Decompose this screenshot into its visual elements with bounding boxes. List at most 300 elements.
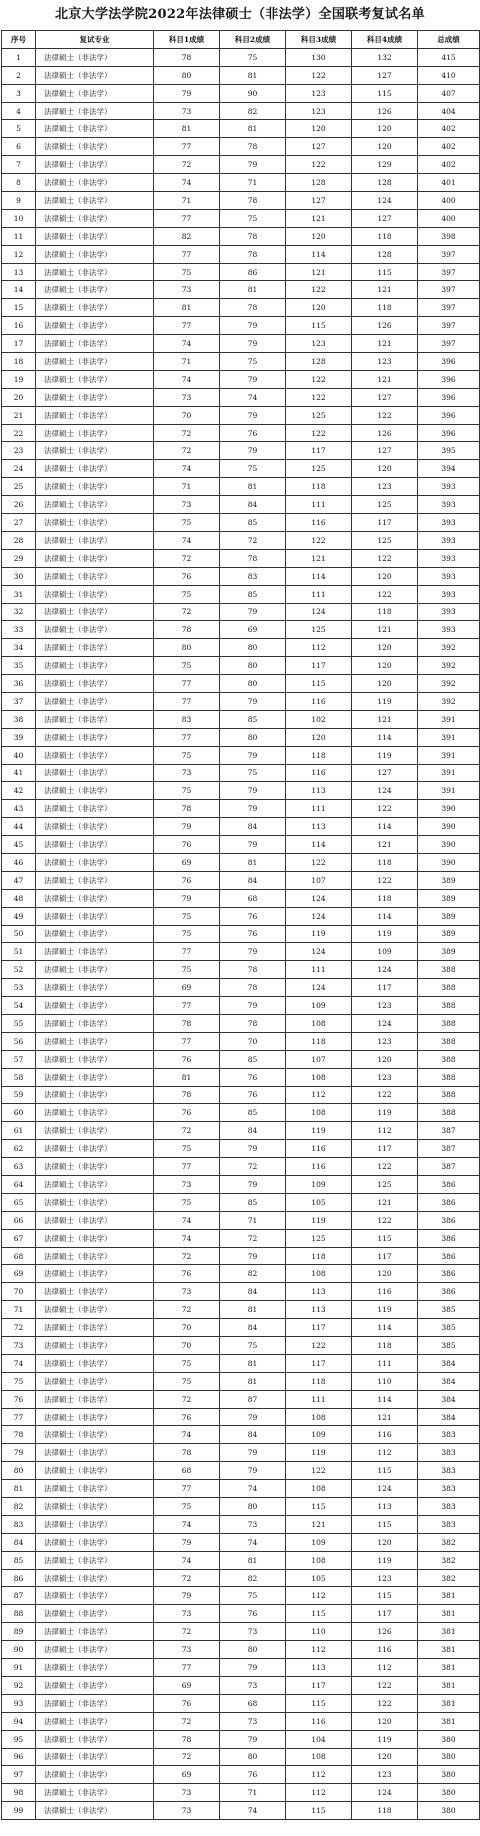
cell-total: 392 — [418, 675, 480, 693]
table-row — [2, 424, 480, 442]
table-row — [2, 406, 480, 424]
cell-index: 36 — [2, 675, 36, 693]
cell-subject4: 120 — [352, 567, 418, 585]
cell-subject3: 108 — [286, 1480, 352, 1498]
cell-total: 383 — [418, 1515, 480, 1533]
cell-subject1: 78 — [154, 48, 220, 66]
cell-subject4: 119 — [352, 1730, 418, 1748]
cell-index: 4 — [2, 102, 36, 120]
cell-major: 法律硕士（非法学） — [36, 800, 154, 818]
cell-subject2: 79 — [220, 370, 286, 388]
cell-index: 22 — [2, 424, 36, 442]
cell-subject1: 82 — [154, 227, 220, 245]
cell-index: 39 — [2, 728, 36, 746]
cell-major: 法律硕士（非法学） — [36, 317, 154, 335]
table-row — [2, 1623, 480, 1641]
cell-subject4: 120 — [352, 1748, 418, 1766]
cell-subject3: 119 — [286, 1211, 352, 1229]
cell-subject3: 119 — [286, 1122, 352, 1140]
cell-subject3: 123 — [286, 84, 352, 102]
table-row — [2, 156, 480, 174]
cell-total: 396 — [418, 353, 480, 371]
cell-subject3: 124 — [286, 943, 352, 961]
cell-index: 68 — [2, 1247, 36, 1265]
cell-subject1: 70 — [154, 1337, 220, 1355]
cell-major: 法律硕士（非法学） — [36, 1766, 154, 1784]
cell-subject2: 84 — [220, 871, 286, 889]
cell-major: 法律硕士（非法学） — [36, 1068, 154, 1086]
cell-subject2: 79 — [220, 997, 286, 1015]
cell-subject2: 85 — [220, 1050, 286, 1068]
table-row — [2, 728, 480, 746]
cell-total: 392 — [418, 639, 480, 657]
cell-subject1: 73 — [154, 102, 220, 120]
cell-subject1: 72 — [154, 1301, 220, 1319]
cell-subject1: 75 — [154, 657, 220, 675]
cell-total: 380 — [418, 1766, 480, 1784]
cell-major: 法律硕士（非法学） — [36, 1408, 154, 1426]
cell-index: 88 — [2, 1605, 36, 1623]
cell-index: 70 — [2, 1283, 36, 1301]
cell-index: 3 — [2, 84, 36, 102]
cell-subject1: 76 — [154, 1408, 220, 1426]
table-row — [2, 907, 480, 925]
cell-subject4: 124 — [352, 782, 418, 800]
cell-subject3: 113 — [286, 818, 352, 836]
cell-subject2: 72 — [220, 1158, 286, 1176]
cell-subject3: 111 — [286, 585, 352, 603]
cell-subject1: 72 — [154, 603, 220, 621]
cell-major: 法律硕士（非法学） — [36, 1014, 154, 1032]
cell-subject3: 124 — [286, 979, 352, 997]
cell-subject4: 124 — [352, 192, 418, 210]
cell-subject3: 122 — [286, 424, 352, 442]
cell-total: 396 — [418, 370, 480, 388]
table-row — [2, 853, 480, 871]
cell-subject3: 108 — [286, 1104, 352, 1122]
cell-subject1: 69 — [154, 853, 220, 871]
cell-index: 62 — [2, 1140, 36, 1158]
cell-subject4: 121 — [352, 836, 418, 854]
cell-subject1: 77 — [154, 943, 220, 961]
table-row — [2, 1390, 480, 1408]
cell-index: 42 — [2, 782, 36, 800]
cell-major: 法律硕士（非法学） — [36, 263, 154, 281]
cell-subject3: 121 — [286, 209, 352, 227]
cell-subject1: 78 — [154, 1444, 220, 1462]
cell-subject4: 122 — [352, 1211, 418, 1229]
cell-index: 11 — [2, 227, 36, 245]
cell-subject4: 116 — [352, 1283, 418, 1301]
cell-subject2: 72 — [220, 531, 286, 549]
cell-total: 384 — [418, 1390, 480, 1408]
header-index: 序号 — [2, 31, 36, 49]
cell-subject3: 122 — [286, 66, 352, 84]
table-row — [2, 1784, 480, 1802]
cell-subject3: 122 — [286, 281, 352, 299]
table-row — [2, 1659, 480, 1677]
cell-total: 383 — [418, 1444, 480, 1462]
cell-subject4: 121 — [352, 621, 418, 639]
cell-subject4: 123 — [352, 353, 418, 371]
cell-subject1: 76 — [154, 836, 220, 854]
cell-total: 388 — [418, 1050, 480, 1068]
table-row — [2, 174, 480, 192]
cell-total: 388 — [418, 1032, 480, 1050]
cell-subject3: 118 — [286, 1032, 352, 1050]
cell-index: 48 — [2, 889, 36, 907]
cell-subject2: 84 — [220, 818, 286, 836]
table-row — [2, 1694, 480, 1712]
table-row — [2, 1569, 480, 1587]
cell-subject1: 76 — [154, 1050, 220, 1068]
table-row — [2, 1551, 480, 1569]
table-row — [2, 209, 480, 227]
cell-index: 61 — [2, 1122, 36, 1140]
cell-major: 法律硕士（非法学） — [36, 1587, 154, 1605]
cell-subject2: 79 — [220, 406, 286, 424]
table-row — [2, 1086, 480, 1104]
cell-index: 23 — [2, 442, 36, 460]
cell-index: 58 — [2, 1068, 36, 1086]
cell-index: 85 — [2, 1551, 36, 1569]
cell-index: 69 — [2, 1265, 36, 1283]
cell-major: 法律硕士（非法学） — [36, 853, 154, 871]
cell-major: 法律硕士（非法学） — [36, 1623, 154, 1641]
cell-subject3: 116 — [286, 1140, 352, 1158]
cell-subject3: 112 — [286, 1086, 352, 1104]
cell-subject2: 90 — [220, 84, 286, 102]
cell-major: 法律硕士（非法学） — [36, 1158, 154, 1176]
table-row — [2, 603, 480, 621]
cell-subject2: 76 — [220, 424, 286, 442]
cell-total: 380 — [418, 1802, 480, 1820]
cell-subject1: 72 — [154, 1748, 220, 1766]
cell-subject4: 122 — [352, 1694, 418, 1712]
cell-total: 381 — [418, 1623, 480, 1641]
cell-major: 法律硕士（非法学） — [36, 1533, 154, 1551]
cell-index: 57 — [2, 1050, 36, 1068]
cell-subject1: 78 — [154, 621, 220, 639]
cell-index: 1 — [2, 48, 36, 66]
cell-subject2: 76 — [220, 1766, 286, 1784]
cell-subject1: 70 — [154, 406, 220, 424]
cell-subject2: 80 — [220, 1498, 286, 1516]
cell-subject1: 71 — [154, 192, 220, 210]
cell-subject3: 118 — [286, 746, 352, 764]
cell-total: 381 — [418, 1641, 480, 1659]
cell-total: 386 — [418, 1193, 480, 1211]
table-row — [2, 353, 480, 371]
cell-subject3: 118 — [286, 1372, 352, 1390]
cell-major: 法律硕士（非法学） — [36, 1605, 154, 1623]
cell-major: 法律硕士（非法学） — [36, 1551, 154, 1569]
cell-subject4: 120 — [352, 657, 418, 675]
cell-total: 391 — [418, 728, 480, 746]
cell-index: 56 — [2, 1032, 36, 1050]
cell-subject1: 75 — [154, 585, 220, 603]
cell-subject3: 116 — [286, 1158, 352, 1176]
cell-index: 73 — [2, 1337, 36, 1355]
cell-subject2: 78 — [220, 299, 286, 317]
cell-subject1: 69 — [154, 1766, 220, 1784]
cell-subject4: 117 — [352, 1605, 418, 1623]
cell-subject2: 81 — [220, 1372, 286, 1390]
cell-subject2: 85 — [220, 514, 286, 532]
cell-subject1: 74 — [154, 1551, 220, 1569]
cell-major: 法律硕士（非法学） — [36, 1086, 154, 1104]
table-row — [2, 1766, 480, 1784]
cell-subject1: 72 — [154, 1390, 220, 1408]
cell-total: 387 — [418, 1158, 480, 1176]
cell-subject2: 80 — [220, 639, 286, 657]
cell-subject3: 117 — [286, 657, 352, 675]
cell-subject4: 112 — [352, 1122, 418, 1140]
cell-subject4: 119 — [352, 925, 418, 943]
cell-subject3: 122 — [286, 1337, 352, 1355]
cell-index: 35 — [2, 657, 36, 675]
cell-total: 397 — [418, 245, 480, 263]
cell-subject3: 117 — [286, 442, 352, 460]
cell-subject3: 118 — [286, 1247, 352, 1265]
cell-subject3: 107 — [286, 871, 352, 889]
cell-major: 法律硕士（非法学） — [36, 1515, 154, 1533]
cell-total: 385 — [418, 1301, 480, 1319]
cell-subject4: 118 — [352, 603, 418, 621]
table-row — [2, 1426, 480, 1444]
cell-index: 7 — [2, 156, 36, 174]
cell-total: 415 — [418, 48, 480, 66]
cell-subject3: 108 — [286, 1014, 352, 1032]
cell-subject4: 115 — [352, 1229, 418, 1247]
table-row — [2, 102, 480, 120]
header-subject4: 科目4成绩 — [352, 31, 418, 49]
cell-subject3: 120 — [286, 728, 352, 746]
cell-index: 27 — [2, 514, 36, 532]
cell-subject3: 112 — [286, 639, 352, 657]
cell-major: 法律硕士（非法学） — [36, 102, 154, 120]
cell-major: 法律硕士（非法学） — [36, 1104, 154, 1122]
cell-subject3: 108 — [286, 1748, 352, 1766]
cell-total: 381 — [418, 1676, 480, 1694]
cell-subject1: 69 — [154, 1676, 220, 1694]
cell-major: 法律硕士（非法学） — [36, 460, 154, 478]
cell-subject2: 75 — [220, 460, 286, 478]
cell-index: 49 — [2, 907, 36, 925]
cell-subject3: 124 — [286, 907, 352, 925]
cell-total: 390 — [418, 853, 480, 871]
cell-major: 法律硕士（非法学） — [36, 710, 154, 728]
cell-subject1: 77 — [154, 997, 220, 1015]
cell-subject2: 79 — [220, 335, 286, 353]
cell-subject4: 122 — [352, 1676, 418, 1694]
cell-subject2: 79 — [220, 692, 286, 710]
cell-subject2: 75 — [220, 209, 286, 227]
cell-subject2: 75 — [220, 1587, 286, 1605]
table-row — [2, 692, 480, 710]
cell-index: 96 — [2, 1748, 36, 1766]
cell-subject1: 77 — [154, 1659, 220, 1677]
cell-subject1: 72 — [154, 424, 220, 442]
cell-index: 16 — [2, 317, 36, 335]
cell-subject4: 115 — [352, 1515, 418, 1533]
cell-major: 法律硕士（非法学） — [36, 1641, 154, 1659]
cell-subject2: 85 — [220, 585, 286, 603]
cell-subject2: 84 — [220, 1319, 286, 1337]
cell-subject3: 105 — [286, 1193, 352, 1211]
cell-subject1: 68 — [154, 1462, 220, 1480]
cell-subject3: 113 — [286, 782, 352, 800]
cell-total: 397 — [418, 281, 480, 299]
cell-index: 46 — [2, 853, 36, 871]
table-row — [2, 1265, 480, 1283]
cell-subject4: 115 — [352, 263, 418, 281]
cell-major: 法律硕士（非法学） — [36, 907, 154, 925]
table-row — [2, 961, 480, 979]
cell-subject1: 75 — [154, 514, 220, 532]
cell-subject1: 77 — [154, 245, 220, 263]
cell-subject1: 74 — [154, 370, 220, 388]
cell-subject2: 76 — [220, 1605, 286, 1623]
table-row — [2, 263, 480, 281]
cell-subject1: 72 — [154, 442, 220, 460]
cell-total: 392 — [418, 692, 480, 710]
cell-subject2: 79 — [220, 1462, 286, 1480]
cell-total: 386 — [418, 1176, 480, 1194]
table-row — [2, 1462, 480, 1480]
cell-subject2: 81 — [220, 120, 286, 138]
cell-major: 法律硕士（非法学） — [36, 979, 154, 997]
cell-subject4: 115 — [352, 84, 418, 102]
cell-major: 法律硕士（非法学） — [36, 1032, 154, 1050]
table-row — [2, 531, 480, 549]
cell-total: 396 — [418, 424, 480, 442]
cell-subject4: 120 — [352, 675, 418, 693]
table-row — [2, 478, 480, 496]
cell-subject2: 73 — [220, 1712, 286, 1730]
cell-subject3: 112 — [286, 1641, 352, 1659]
cell-major: 法律硕士（非法学） — [36, 478, 154, 496]
cell-subject4: 112 — [352, 1659, 418, 1677]
cell-subject4: 122 — [352, 1158, 418, 1176]
cell-subject1: 77 — [154, 317, 220, 335]
cell-index: 59 — [2, 1086, 36, 1104]
cell-total: 383 — [418, 1426, 480, 1444]
table-row — [2, 1408, 480, 1426]
cell-subject3: 104 — [286, 1730, 352, 1748]
header-subject2: 科目2成绩 — [220, 31, 286, 49]
cell-subject2: 76 — [220, 925, 286, 943]
cell-major: 法律硕士（非法学） — [36, 997, 154, 1015]
cell-major: 法律硕士（非法学） — [36, 567, 154, 585]
cell-index: 41 — [2, 764, 36, 782]
table-row — [2, 138, 480, 156]
cell-index: 37 — [2, 692, 36, 710]
cell-total: 382 — [418, 1551, 480, 1569]
cell-major: 法律硕士（非法学） — [36, 746, 154, 764]
cell-total: 383 — [418, 1498, 480, 1516]
cell-subject2: 83 — [220, 567, 286, 585]
cell-subject1: 74 — [154, 335, 220, 353]
cell-index: 44 — [2, 818, 36, 836]
cell-subject4: 119 — [352, 1301, 418, 1319]
cell-total: 407 — [418, 84, 480, 102]
cell-subject1: 74 — [154, 174, 220, 192]
table-row — [2, 1211, 480, 1229]
cell-subject2: 79 — [220, 1140, 286, 1158]
cell-total: 389 — [418, 907, 480, 925]
cell-major: 法律硕士（非法学） — [36, 353, 154, 371]
cell-major: 法律硕士（非法学） — [36, 299, 154, 317]
cell-subject4: 123 — [352, 1068, 418, 1086]
cell-subject2: 74 — [220, 1533, 286, 1551]
cell-total: 391 — [418, 764, 480, 782]
cell-subject3: 116 — [286, 514, 352, 532]
cell-total: 391 — [418, 782, 480, 800]
cell-subject3: 111 — [286, 1390, 352, 1408]
table-row — [2, 1337, 480, 1355]
cell-subject4: 120 — [352, 120, 418, 138]
cell-subject2: 80 — [220, 1641, 286, 1659]
cell-major: 法律硕士（非法学） — [36, 1372, 154, 1390]
cell-major: 法律硕士（非法学） — [36, 138, 154, 156]
cell-total: 389 — [418, 943, 480, 961]
cell-subject4: 117 — [352, 1247, 418, 1265]
cell-index: 80 — [2, 1462, 36, 1480]
cell-total: 386 — [418, 1229, 480, 1247]
cell-index: 30 — [2, 567, 36, 585]
cell-subject4: 125 — [352, 496, 418, 514]
header-major: 复试专业 — [36, 31, 154, 49]
cell-total: 404 — [418, 102, 480, 120]
cell-subject1: 73 — [154, 1605, 220, 1623]
cell-major: 法律硕士（非法学） — [36, 370, 154, 388]
cell-index: 14 — [2, 281, 36, 299]
cell-subject2: 80 — [220, 1748, 286, 1766]
cell-total: 390 — [418, 800, 480, 818]
cell-subject2: 82 — [220, 1569, 286, 1587]
cell-subject3: 125 — [286, 460, 352, 478]
cell-index: 65 — [2, 1193, 36, 1211]
cell-index: 81 — [2, 1480, 36, 1498]
cell-subject4: 122 — [352, 871, 418, 889]
table-row — [2, 192, 480, 210]
cell-index: 92 — [2, 1676, 36, 1694]
cell-subject3: 120 — [286, 299, 352, 317]
cell-subject2: 81 — [220, 1551, 286, 1569]
cell-subject2: 84 — [220, 496, 286, 514]
cell-index: 15 — [2, 299, 36, 317]
cell-subject4: 116 — [352, 1426, 418, 1444]
cell-major: 法律硕士（非法学） — [36, 1730, 154, 1748]
cell-index: 78 — [2, 1426, 36, 1444]
table-row — [2, 585, 480, 603]
cell-major: 法律硕士（非法学） — [36, 48, 154, 66]
cell-subject4: 118 — [352, 1337, 418, 1355]
cell-subject4: 114 — [352, 818, 418, 836]
cell-subject3: 119 — [286, 925, 352, 943]
cell-subject4: 111 — [352, 1354, 418, 1372]
cell-subject3: 124 — [286, 889, 352, 907]
cell-subject3: 122 — [286, 1462, 352, 1480]
cell-total: 393 — [418, 531, 480, 549]
cell-total: 388 — [418, 1086, 480, 1104]
cell-subject2: 82 — [220, 1265, 286, 1283]
cell-index: 17 — [2, 335, 36, 353]
cell-subject3: 115 — [286, 317, 352, 335]
cell-subject1: 74 — [154, 1229, 220, 1247]
cell-major: 法律硕士（非法学） — [36, 209, 154, 227]
